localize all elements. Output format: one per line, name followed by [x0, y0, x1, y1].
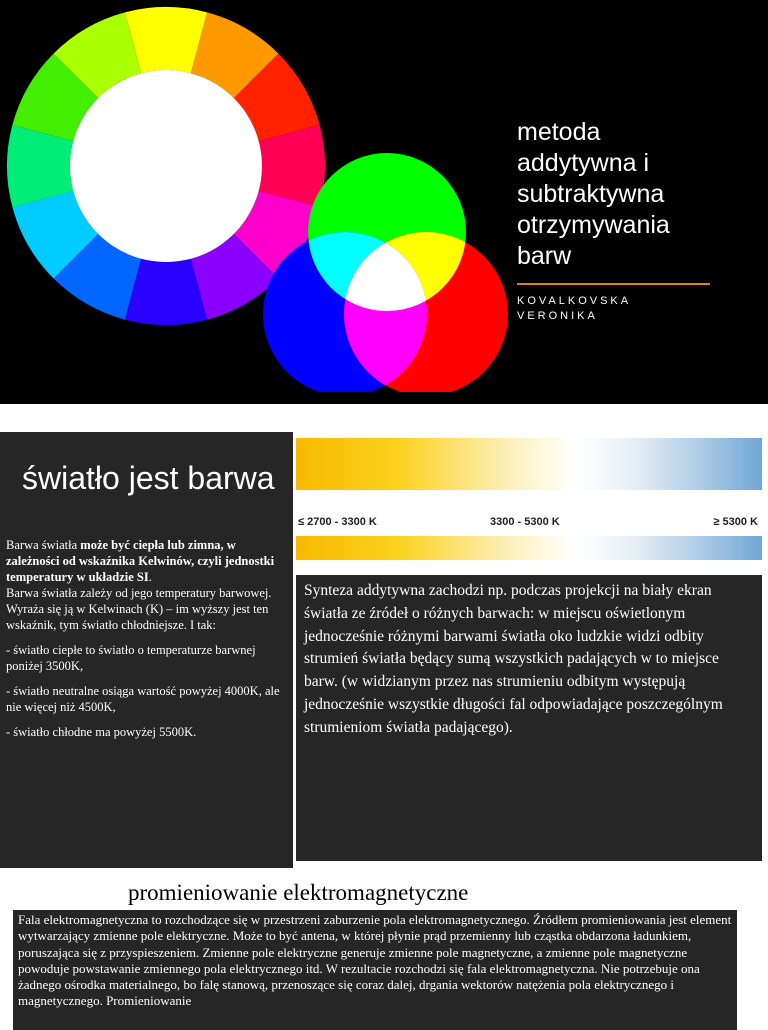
rgb-additive-circles-image: [262, 152, 508, 392]
left-text-panel: [0, 432, 293, 868]
color-temperature-text: [6, 537, 288, 749]
author-name: KOVALKOVSKA VERONIKA: [517, 295, 632, 322]
additive-synthesis-box: [296, 575, 762, 861]
list-item: - światło neutralne osiąga wartość powyżej 4000K, ale nie więcej niż 4500K,: [6, 684, 280, 714]
slide-heading: promieniowanie elektromagnetyczne: [128, 880, 469, 905]
title-divider: [517, 283, 710, 285]
presentation-title: metoda addytywna i subtraktywna otrzymywania barw: [517, 118, 670, 270]
list-item: - światło chłodne ma powyżej 5500K.: [6, 725, 197, 739]
intro-end-text: .: [148, 570, 152, 584]
body-paragraph: Barwa światła zależy od jego temperatury barwowej. Wyraża się ją w Kelwinach (K) – im wyższy jest ten wskaźnik, tym światło chłodniejsze. I tak:: [6, 586, 272, 632]
intro-text: Barwa światła: [6, 538, 81, 552]
scale-label-cool: ≥ 5300 K: [713, 516, 758, 528]
color-temperature-scale-labels: [296, 516, 762, 534]
slide-heading: światło jest barwa: [22, 460, 275, 496]
additive-synthesis-text: Synteza addytywna zachodzi np. podczas projekcji na biały ekran światła ze źródeł o różnych barwach: w miejscu oświetlonym jednocześnie różnymi barwami światła oko ludzkie widzi odbity strumień światła będący sumą wszystkich padających w to miejsce barw. (w widzianym przez nas strumieniu odbitym występują jednocześnie wszystkie długości fal odpowiadające poszczególnym strumieniom światła padającego).: [304, 582, 723, 736]
color-temperature-gradient-bar: [296, 438, 762, 490]
electromagnetic-radiation-slide: [0, 868, 768, 1024]
scale-label-neutral: 3300 - 5300 K: [490, 516, 560, 528]
wheel-center: [70, 70, 262, 262]
title-slide: [0, 0, 768, 404]
list-item: - światło ciepłe to światło o temperaturze barwnej poniżej 3500K,: [6, 643, 256, 673]
electromagnetic-text-box: [13, 910, 737, 1030]
electromagnetic-text: Fala elektromagnetyczna to rozchodzące się w przestrzeni zaburzenie pola elektromagnetycznego. Źródłem promieniowania jest element wytwarzający zmienne pole elektryczne. Może to być antena, w której płynie prąd przemienny lub cząstka obdarzona ładunkiem, poruszająca się z przyspieszeniem. Zmienne pole elektryczne generuje zmienne pole magnetyczne, a zmienne pole magnetyczne powoduje powstawanie zmiennego pola elektrycznego itd. W rezultacie rozchodzi się fala elektromagnetyczna. Nie potrzebuje ona żadnego ośrodka materialnego, bo falę stanową, przenoszące się coraz dalej, drgania wektorów natężenia pola elektrycznego i magnetycznego. Promieniowanie: [18, 912, 732, 1009]
intro-paragraph: [6, 537, 288, 585]
light-color-slide: [0, 432, 768, 868]
scale-label-warm: ≤ 2700 - 3300 K: [298, 516, 377, 528]
color-temperature-gradient-strip: [296, 536, 762, 560]
intro-bold-text: może być ciepła lub zimna, w zależności od wskaźnika Kelwinów, czyli jednostki temperatury w układzie SI: [6, 538, 275, 584]
